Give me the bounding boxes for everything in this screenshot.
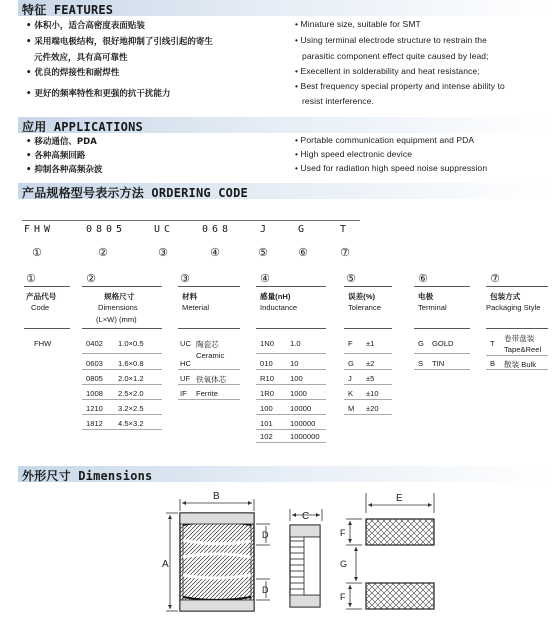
marker-6: ⑥ <box>298 246 308 259</box>
col7-row-sep-2 <box>486 369 548 370</box>
col2-row-6-code: 1812 <box>86 419 103 428</box>
col6-zh: 电极 <box>418 292 434 301</box>
features-heading: 特征 FEATURES <box>22 3 114 17</box>
label-d-top: D <box>262 530 269 540</box>
ordering-heading: 产品规格型号表示方法 ORDERING CODE <box>22 186 248 200</box>
code-part-1: FHW <box>24 224 55 235</box>
col3-row-4-name: 铁氧体芯 <box>196 375 227 384</box>
dimensions-heading: 外形尺寸 Dimensions <box>22 469 153 483</box>
label-g: G <box>340 559 348 569</box>
col7-zh: 包装方式 <box>490 292 521 301</box>
feature-zh-4: • 优良的焊接性和耐焊性 <box>26 68 120 78</box>
col2-row-sep-2 <box>82 369 162 370</box>
col3-row-sep-1 <box>178 369 240 370</box>
col4-row-4-code: 1R0 <box>260 389 274 398</box>
feature-en-6: resist interference. <box>302 96 374 106</box>
col2-en2: (L×W) (mm) <box>96 315 137 324</box>
col5-row-4-code: K <box>348 389 354 398</box>
col2-row-5-size: 3.2×2.5 <box>118 404 144 413</box>
col2-row-4-size: 2.5×2.0 <box>118 389 144 398</box>
code-part-5: J <box>260 224 271 235</box>
col4-row-sep-6 <box>256 429 326 430</box>
application-zh-3: • 抑制各种高频杂波 <box>26 165 103 175</box>
label-b: B <box>213 491 220 502</box>
col5-row-5-value: ±20 <box>366 404 379 413</box>
col7-row-3-name: 散装 Bulk <box>504 360 537 369</box>
col4-row-3-code: R10 <box>260 374 274 383</box>
col7-en: Packaging Style <box>486 303 541 312</box>
col7-marker: ⑦ <box>490 272 500 285</box>
col5-en: Tolerance <box>348 303 381 312</box>
col5-row-4-value: ±10 <box>366 389 379 398</box>
col6-row-1-name: GOLD <box>432 339 454 348</box>
col5-zh: 误差(%) <box>348 292 375 301</box>
col4-row-5-value: 10000 <box>290 404 312 413</box>
col4-row-4-value: 1000 <box>290 389 307 398</box>
code-part-2: 0805 <box>86 224 127 235</box>
col3-row-1-code: UC <box>180 339 191 348</box>
col4-row-1-code: 1N0 <box>260 339 274 348</box>
col2-row-sep-3 <box>82 384 162 385</box>
application-en-3: • Used for radiation high speed noise suppression <box>295 163 488 173</box>
col4-row-2-code: 010 <box>260 359 273 368</box>
col2-row-1-code: 0402 <box>86 339 103 348</box>
col4-rule <box>256 286 326 287</box>
col2-row-3-code: 0805 <box>86 374 103 383</box>
col1-en: Code <box>31 303 50 312</box>
feature-en-1: • Minature size, suitable for SMT <box>295 19 421 29</box>
feature-zh-1: • 体积小，适合高密度表面贴装 <box>26 21 145 31</box>
col1-row-1: FHW <box>34 339 52 348</box>
col2-zh: 规格尺寸 <box>104 292 135 301</box>
col3-row-sep-2 <box>178 384 240 385</box>
col4-row-7-value: 1000000 <box>290 432 320 441</box>
side-view <box>290 509 322 607</box>
col6-rule-2 <box>414 328 470 329</box>
feature-en-4: • Execellent in solderability and heat resistance; <box>295 66 480 76</box>
col6-row-1-code: G <box>418 339 424 348</box>
col2-rule <box>82 286 162 287</box>
applications-heading: 应用 APPLICATIONS <box>22 120 143 134</box>
col2-row-5-code: 1210 <box>86 404 103 413</box>
col4-marker: ④ <box>260 272 270 285</box>
col5-row-2-code: G <box>348 359 354 368</box>
col4-row-7-code: 102 <box>260 432 273 441</box>
col2-rule-2 <box>82 328 162 329</box>
col6-rule <box>414 286 470 287</box>
application-en-2: • High speed electronic device <box>295 149 413 159</box>
feature-zh-3: 元件效应，具有高可靠性 <box>34 53 128 63</box>
col2-row-6-size: 4.5×3.2 <box>118 419 144 428</box>
application-zh-1: • 移动通信、PDA <box>26 137 97 147</box>
col2-row-sep-4 <box>82 399 162 400</box>
col2-row-sep-6 <box>82 429 162 430</box>
label-d-bottom: D <box>262 585 269 595</box>
col5-row-sep-1 <box>344 353 392 354</box>
col4-row-6-code: 101 <box>260 419 273 428</box>
marker-7: ⑦ <box>340 246 350 259</box>
col4-row-2-value: 10 <box>290 359 299 368</box>
col3-row-5-name: Ferrite <box>196 389 218 398</box>
col7-row-sep-1 <box>486 355 548 356</box>
col5-row-2-value: ±2 <box>366 359 375 368</box>
col7-row-2-name: Tape&Reel <box>504 345 542 354</box>
col7-rule-2 <box>486 328 548 329</box>
col7-row-1-code: T <box>490 339 495 348</box>
code-part-3: UC <box>154 224 175 235</box>
marker-1: ① <box>32 246 42 259</box>
label-f-top: F <box>340 528 346 538</box>
col6-row-sep-2 <box>414 369 470 370</box>
col5-marker: ⑤ <box>346 272 356 285</box>
col4-row-sep-7 <box>256 442 326 443</box>
col4-en: Inductance <box>260 303 298 312</box>
col2-row-sep-1 <box>82 353 162 354</box>
feature-en-2: • Using terminal electrode structure to restrain the <box>295 35 487 45</box>
label-f-bottom: F <box>340 592 346 602</box>
col3-rule-2 <box>178 328 240 329</box>
code-part-7: T <box>340 224 351 235</box>
feature-zh-5: • 更好的频率特性和更强的抗干扰能力 <box>26 89 171 99</box>
col5-rule <box>344 286 392 287</box>
col4-row-sep-5 <box>256 414 326 415</box>
col5-row-1-value: ±1 <box>366 339 375 348</box>
col4-row-6-value: 100000 <box>290 419 316 428</box>
dimension-drawing <box>0 485 552 618</box>
col1-rule-2 <box>24 328 70 329</box>
marker-5: ⑤ <box>258 246 268 259</box>
col3-zh: 材料 <box>182 292 198 301</box>
col4-row-sep-1 <box>256 353 326 354</box>
land-pattern <box>340 493 434 609</box>
col3-en: Meterial <box>182 303 210 312</box>
label-e: E <box>396 493 403 504</box>
col5-row-sep-3 <box>344 384 392 385</box>
feature-en-3: parasitic component effect quite caused by lead; <box>302 51 489 61</box>
col2-row-sep-5 <box>82 414 162 415</box>
col1-marker: ① <box>26 272 36 285</box>
col4-row-sep-3 <box>256 384 326 385</box>
marker-3: ③ <box>158 246 168 259</box>
col4-row-sep-4 <box>256 399 326 400</box>
code-part-6: G <box>298 224 309 235</box>
col5-row-5-code: M <box>348 404 355 413</box>
feature-en-5: • Best frequency special property and intense ability to <box>295 81 505 91</box>
col5-row-3-code: J <box>348 374 352 383</box>
col7-row-1-name: 卷带盘装 <box>504 334 535 343</box>
col6-marker: ⑥ <box>418 272 428 285</box>
col3-row-5-code: IF <box>180 389 187 398</box>
col4-row-1-value: 1.0 <box>290 339 301 348</box>
marker-2: ② <box>98 246 108 259</box>
col5-row-3-value: ±5 <box>366 374 375 383</box>
col2-row-2-code: 0603 <box>86 359 103 368</box>
col4-row-sep-2 <box>256 369 326 370</box>
col2-marker: ② <box>86 272 96 285</box>
col3-row-2-name: Ceramic <box>196 351 225 360</box>
col3-row-1-name: 陶瓷芯 <box>196 340 219 349</box>
front-view <box>162 491 270 611</box>
col2-en: Dimensions <box>98 303 138 312</box>
col3-marker: ③ <box>180 272 190 285</box>
col4-row-5-code: 100 <box>260 404 273 413</box>
code-part-4: 068 <box>202 224 233 235</box>
col1-zh: 产品代号 <box>26 292 57 301</box>
code-top-rule <box>22 220 360 221</box>
label-a: A <box>162 559 169 570</box>
col5-row-1-code: F <box>348 339 353 348</box>
col5-rule-2 <box>344 328 392 329</box>
col2-row-1-size: 1.0×0.5 <box>118 339 144 348</box>
col3-rule <box>178 286 240 287</box>
col2-row-2-size: 1.6×0.8 <box>118 359 144 368</box>
application-zh-2: • 各种高频回路 <box>26 151 86 161</box>
col2-row-4-code: 1008 <box>86 389 103 398</box>
col7-rule <box>486 286 548 287</box>
application-en-1: • Portable communication equipment and PDA <box>295 135 475 145</box>
col5-row-sep-2 <box>344 369 392 370</box>
col3-row-sep-3 <box>178 399 240 400</box>
col4-row-3-value: 100 <box>290 374 303 383</box>
label-c: C <box>302 511 310 522</box>
col6-en: Terminal <box>418 303 447 312</box>
col5-row-sep-5 <box>344 414 392 415</box>
col5-row-sep-4 <box>344 399 392 400</box>
col3-row-3-code: HC <box>180 359 191 368</box>
feature-zh-2: • 采用端电极结构，很好地抑制了引线引起的寄生 <box>26 37 213 47</box>
col4-zh: 感量(nH) <box>260 292 291 301</box>
col4-rule-2 <box>256 328 326 329</box>
col1-rule <box>24 286 70 287</box>
col2-row-3-size: 2.0×1.2 <box>118 374 144 383</box>
col6-row-2-code: S <box>418 359 424 368</box>
col6-row-sep-1 <box>414 353 470 354</box>
marker-4: ④ <box>210 246 220 259</box>
col3-row-4-code: UF <box>180 374 191 383</box>
col7-row-3-code: B <box>490 359 496 368</box>
col6-row-2-name: TIN <box>432 359 445 368</box>
